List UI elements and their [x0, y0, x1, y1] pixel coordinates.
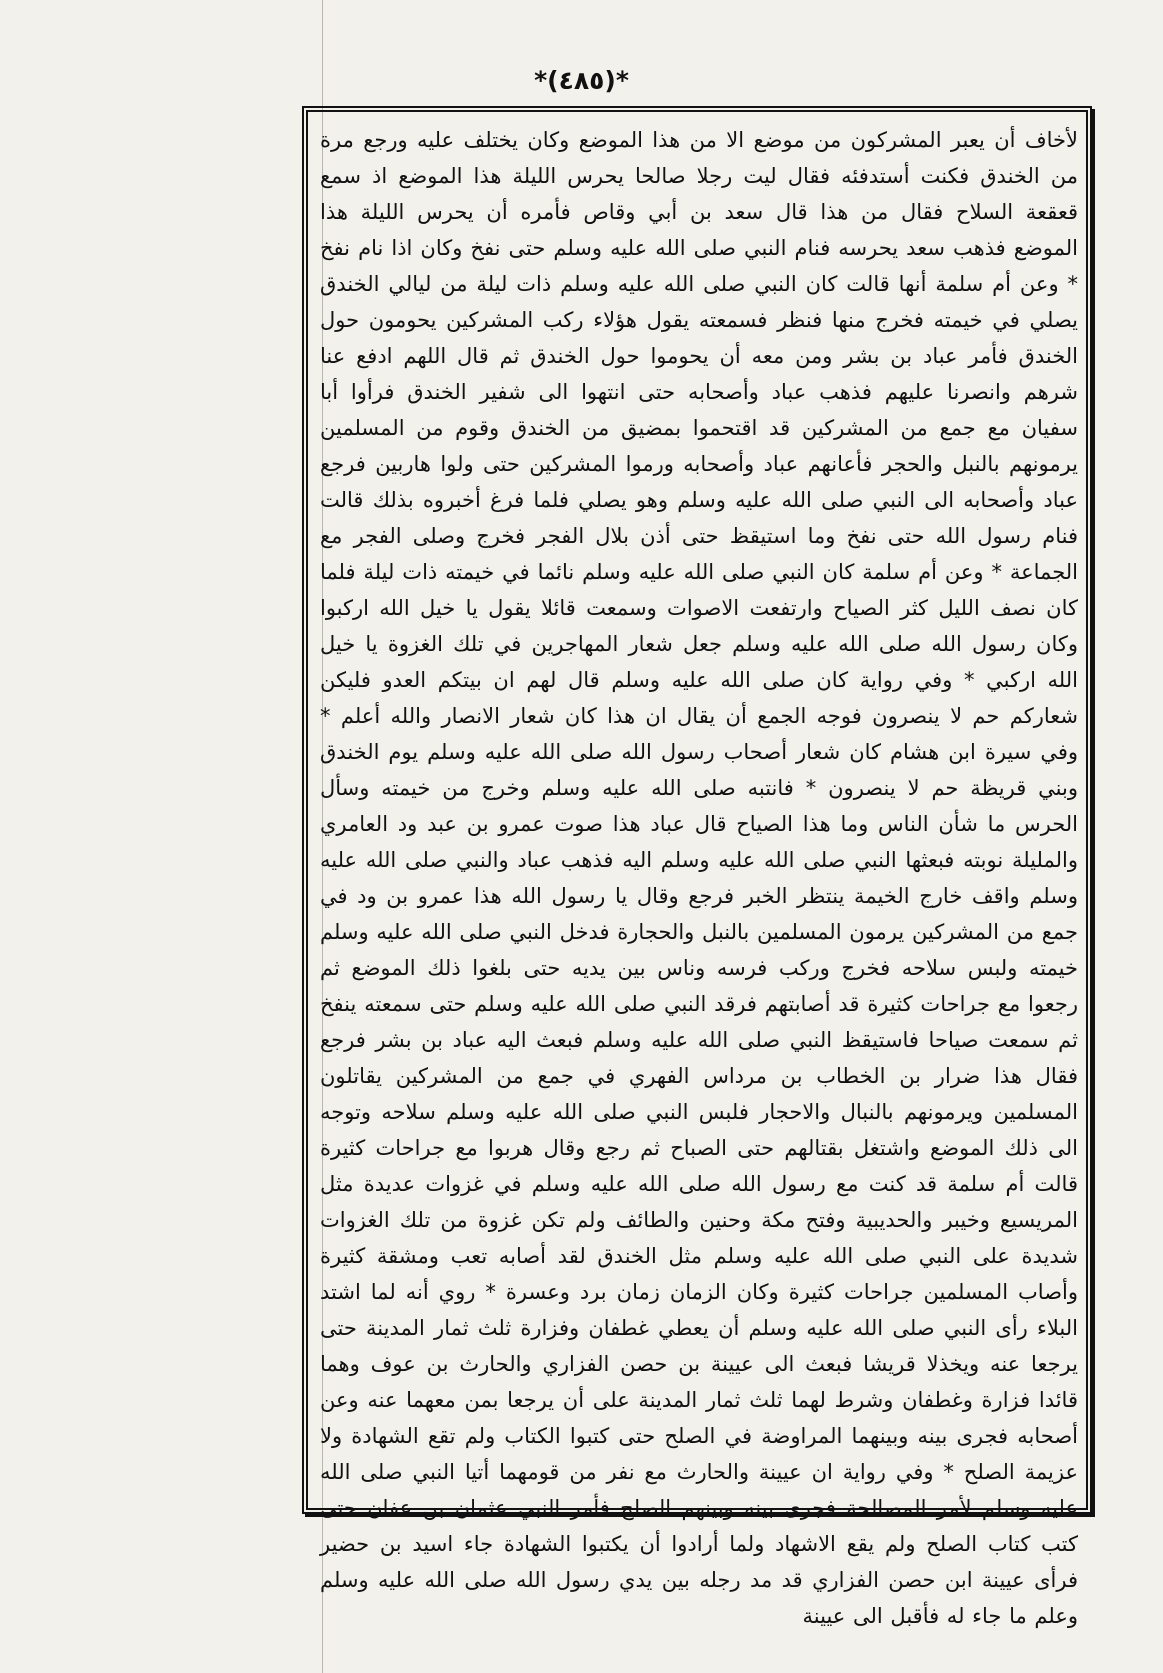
body-text: لأخاف أن يعبر المشركون من موضع الا من هذا الموضع وكان يختلف عليه ورجع مرة من الخندق فكنت أستدفئه فقال ليت رجلا صالحا يحرس الليلة هذا الموضع اذ سمع قعقعة السلاح فقال من هذا قال سعد بن أبي وقاص فأمره أن يحرس الليلة هذا الموضع فذهب سعد يحرسه فنام النبي صلى الله عليه وسلم حتى نفخ وكان اذا نام نفخ * وعن أم سلمة أنها قالت كان النبي صلى الله عليه وسلم ذات ليلة من ليالي الخندق يصلي في خيمته فخرج منها فنظر فسمعته يقول هؤلاء ركب المشركين يحومون حول الخندق فأمر عباد بن بشر ومن معه أن يحوموا حول الخندق ثم قال اللهم ادفع عنا شرهم وانصرنا عليهم فذهب عباد وأصحابه حتى انتهوا الى شفير الخندق فرأوا أبا سفيان مع جمع من المشركين قد اقتحموا بمضيق من الخندق وقوم من المسلمين يرمونهم بالنبل والحجر فأعانهم عباد وأصحابه ورموا المشركين حتى ولوا هاربين فرجع عباد وأصحابه الى النبي صلى الله عليه وسلم وهو يصلي فلما فرغ أخبروه بذلك قالت فنام رسول الله حتى نفخ وما استيقظ حتى أذن بلال الفجر فخرج وصلى الفجر مع الجماعة * وعن أم سلمة كان النبي صلى الله عليه وسلم نائما في خيمته ذات ليلة فلما كان نصف الليل كثر الصياح وارتفعت الاصوات وسمعت قائلا يقول يا خيل الله اركبوا وكان رسول الله صلى الله عليه وسلم جعل شعار المهاجرين في تلك الغزوة يا خيل الله اركبي * وفي رواية كان صلى الله عليه وسلم قال لهم ان بيتكم العدو فليكن شعاركم حم لا ينصرون فوجه الجمع أن يقال ان هذا كان شعار الانصار والله أعلم * وفي سيرة ابن هشام كان شعار أصحاب رسول الله صلى الله عليه وسلم يوم الخندق وبني قريظة حم لا ينصرون * فانتبه صلى الله عليه وسلم وخرج من خيمته وسأل الحرس ما شأن الناس وما هذا الصياح قال عباد هذا صوت عمرو بن عبد ود العامري والمليلة نوبته فبعثها النبي صلى الله عليه وسلم اليه فذهب عباد والنبي صلى الله عليه وسلم واقف خارج الخيمة ينتظر الخبر فرجع وقال يا رسول الله هذا عمرو بن ود في جمع من المشركين يرمون المسلمين بالنبل والحجارة فدخل النبي صلى الله عليه وسلم خيمته ولبس سلاحه فخرج وركب فرسه وناس بين يديه حتى بلغوا ذلك الموضع ثم رجعوا مع جراحات كثيرة قد أصابتهم فرقد النبي صلى الله عليه وسلم حتى سمعته ينفخ ثم سمعت صياحا فاستيقظ النبي صلى الله عليه وسلم فبعث اليه عباد بن بشر فرجع فقال هذا ضرار بن الخطاب بن مرداس الفهري في جمع من المشركين يقاتلون المسلمين ويرمونهم بالنبال والاحجار فلبس النبي صلى الله عليه وسلم سلاحه وتوجه الى ذلك الموضع واشتغل بقتالهم حتى الصباح ثم رجع وقال هربوا مع جراحات كثيرة قالت أم سلمة قد كنت مع رسول الله صلى الله عليه وسلم في غزوات عديدة مثل المريسيع وخيبر والحديبية وفتح مكة وحنين والطائف ولم تكن غزوة من تلك الغزوات شديدة على النبي صلى الله عليه وسلم مثل الخندق لقد أصابه تعب ومشقة كثيرة وأصاب المسلمين جراحات كثيرة وكان الزمان زمان برد وعسرة * روي أنه لما اشتد البلاء رأى النبي صلى الله عليه وسلم أن يعطي غطفان وفزارة ثلث ثمار المدينة حتى يرجعا عنه ويخذلا قريشا فبعث الى عيينة بن حصن الفزاري والحارث بن عوف وهما قائدا فزارة وغطفان وشرط لهما ثلث ثمار المدينة على أن يرجعا بمن معهما عنه وعن أصحابه فجرى بينه وبينهما المراوضة في الصلح حتى كتبوا الكتاب ولم تقع الشهادة ولا عزيمة الصلح * وفي رواية ان عيينة والحارث مع نفر من قومهما أتيا النبي صلى الله عليه وسلم لأمر المصالحة فجرى بينه وبينهم الصلح فأمر النبي عثمان بن عفان حتى كتب كتاب الصلح ولم يقع الاشهاد ولما أرادوا أن يكتبوا الشهادة جاء اسيد بن حضير فرأى عيينة ابن حصن الفزاري قد مد رجله بين يدي رسول الله صلى الله عليه وسلم وعلم ما جاء له فأقبل الى عيينة — [320, 128, 1078, 1628]
page-number: *(٤٨٥)* — [534, 66, 629, 95]
text-frame — [302, 106, 1092, 1628]
